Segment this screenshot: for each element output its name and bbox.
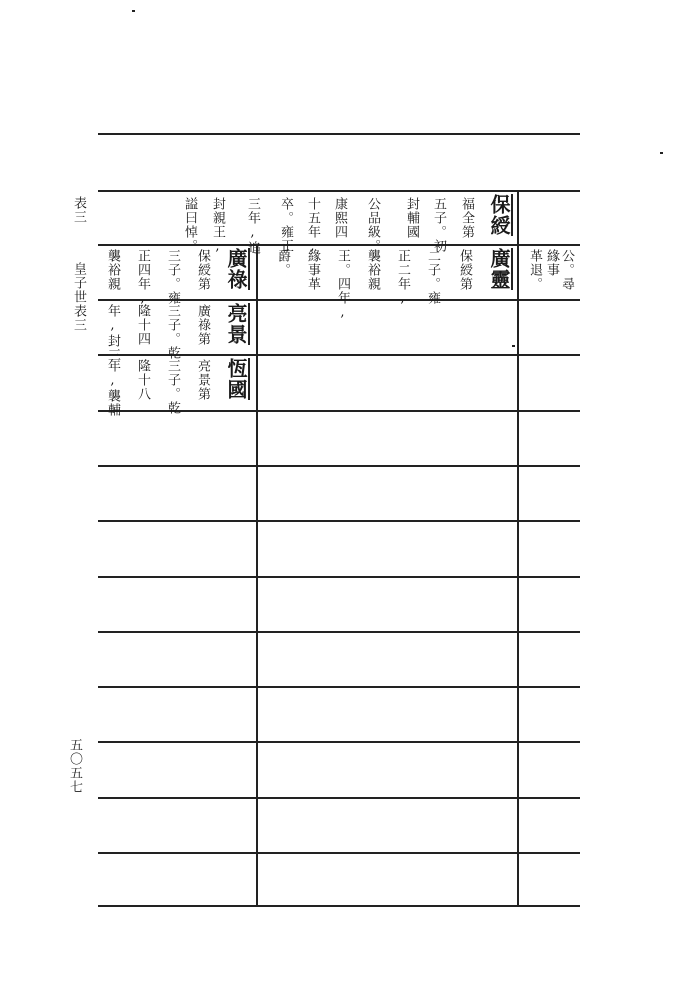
- table-row-rule: [98, 741, 580, 743]
- qiaguo-col-3: 隆十八: [135, 359, 150, 401]
- guangling-col-1: 保綬第: [457, 249, 472, 291]
- baosui-col-7: 卒。雍正: [278, 197, 293, 253]
- guanglu-col-4: 襲裕親: [105, 249, 120, 291]
- far-right-col-1: 公。尋: [559, 249, 574, 291]
- table-row-rule: [98, 631, 580, 633]
- guangling-name: 廣靈: [487, 248, 511, 290]
- guangling-col-5: 王。四年,: [335, 249, 350, 321]
- page-number: 五〇五七: [67, 738, 82, 794]
- guangling-col-3: 正二年,: [395, 249, 410, 307]
- liangjing-col-2: 三子。乾: [165, 304, 180, 360]
- column-rule: [256, 244, 258, 905]
- table-row-rule: [98, 686, 580, 688]
- liangjing-col-1: 廣祿第: [195, 304, 210, 346]
- guangling-col-2: 二子。雍: [425, 249, 440, 305]
- baosui-col-9: 封親王,: [210, 197, 225, 255]
- baosui-col-8: 三年,追: [245, 197, 260, 255]
- baosui-col-2: 五子。初: [431, 197, 446, 253]
- guanglu-col-3: 正四年,: [135, 249, 150, 307]
- liangjing-col-3: 隆十四: [135, 304, 150, 346]
- qiaguo-col-4: 年,襲輔: [105, 359, 120, 417]
- guangling-col-7: 爵。: [275, 249, 290, 277]
- table-bottom-rule: [98, 905, 580, 907]
- baosui-col-5: 康熙四: [332, 197, 347, 239]
- print-speck: [660, 152, 663, 154]
- guanglu-col-1: 保綬第: [195, 249, 210, 291]
- baosui-col-6: 十五年,: [305, 197, 320, 255]
- section-label: 皇子世表三: [71, 262, 86, 332]
- table-row-rule: [98, 190, 580, 192]
- baosui-col-3: 封輔國: [404, 197, 419, 239]
- table-row-rule: [98, 465, 580, 467]
- table-row-rule: [98, 797, 580, 799]
- far-right-col-2: 緣事: [544, 249, 559, 277]
- liangjing-name: 亮景: [224, 303, 248, 345]
- table-row-rule: [98, 576, 580, 578]
- guanglu-name: 廣祿: [224, 248, 248, 290]
- table-row-rule: [98, 852, 580, 854]
- guanglu-col-2: 三子。雍: [165, 249, 180, 305]
- print-speck: [132, 10, 135, 12]
- table-row-rule: [98, 244, 580, 246]
- qiaguo-col-2: 三子。乾: [165, 359, 180, 415]
- baosui-col-1: 福全第: [459, 197, 474, 239]
- table-row-rule: [98, 520, 580, 522]
- far-right-col-3: 革退。: [527, 249, 542, 291]
- liangjing-col-4: 年,封三: [105, 304, 120, 362]
- table-label: 表三: [71, 196, 86, 224]
- baosui-col-4: 公品級。: [365, 197, 380, 253]
- baosui-col-10: 謚曰悼。: [182, 197, 197, 253]
- table-top-rule: [98, 133, 580, 135]
- guangling-col-6: 緣事革: [305, 249, 320, 291]
- print-speck: [512, 345, 515, 347]
- qiaguo-name: 恆國: [224, 358, 248, 400]
- baosui-name: 保綬: [487, 194, 511, 236]
- qiaguo-col-1: 亮景第: [195, 359, 210, 401]
- guangling-col-4: 襲裕親: [365, 249, 380, 291]
- column-rule: [517, 190, 519, 905]
